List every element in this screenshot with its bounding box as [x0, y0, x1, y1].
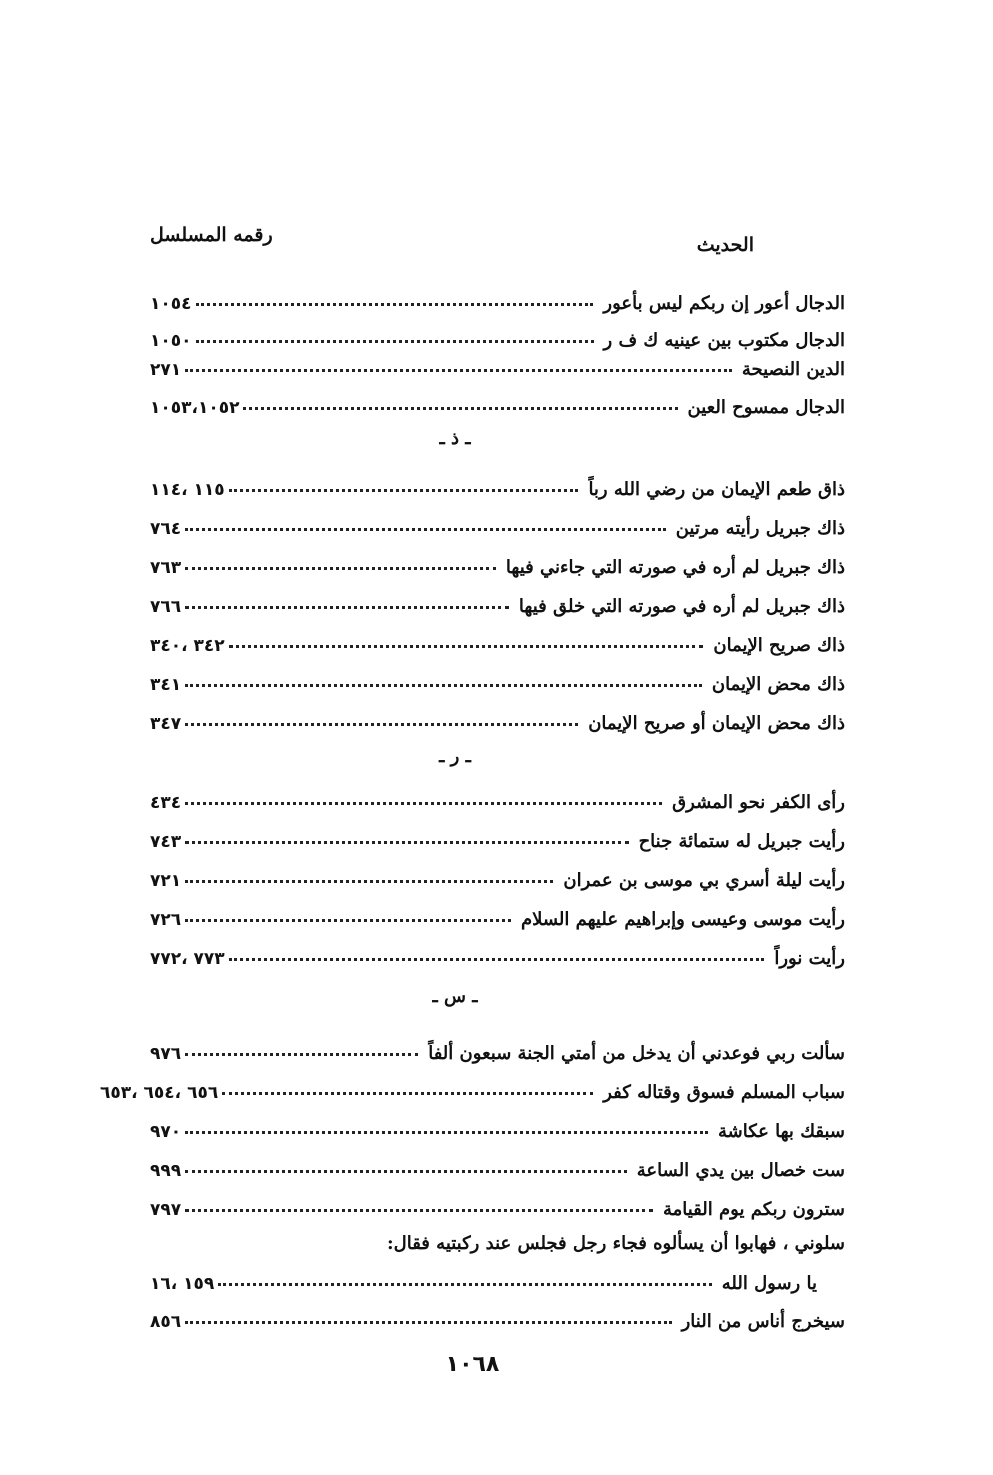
index-entry	[150, 1147, 845, 1181]
index-entry	[150, 1108, 845, 1142]
dot-leader	[196, 303, 594, 306]
entry-text: رأيت جبريل له ستمائة جناح	[638, 831, 845, 852]
index-entry	[150, 346, 845, 380]
entry-ref: ٣٤٧	[150, 714, 182, 734]
dot-leader	[185, 880, 553, 883]
entry-text: ذاك محض الإيمان	[711, 674, 845, 695]
entry-ref: ٤٣٤	[150, 793, 182, 813]
dot-leader	[196, 340, 594, 343]
entry-text: رأى الكفر نحو المشرق	[672, 792, 845, 813]
entry-ref: ٦٥٦ ،٦٥٤ ،٦٥٣	[100, 1083, 219, 1103]
entry-text: ست خصال بين يدي الساعة	[636, 1160, 845, 1181]
entry-text: رأيت موسى وعيسى وإبراهيم عليهم السلام	[520, 909, 845, 930]
index-entry	[100, 1069, 845, 1103]
index-entry	[150, 384, 845, 418]
section-heading-sin: ـ س ـ	[432, 986, 478, 1007]
entry-ref: ٧٦٤	[150, 519, 182, 539]
dot-leader	[222, 1092, 593, 1095]
entry-text: سترون ربكم يوم القيامة	[662, 1199, 845, 1220]
entry-ref: ١٠٥٤	[150, 294, 192, 314]
entry-ref: ٧٤٣	[150, 832, 182, 852]
index-entry	[150, 661, 845, 695]
entry-text: سبقك بها عكاشة	[717, 1121, 845, 1142]
index-entry	[150, 505, 845, 539]
entry-ref: ٧٢٦	[150, 910, 182, 930]
entry-ref: ٣٤٢ ،٣٤٠	[150, 636, 225, 656]
column-header-number: رقمه المسلسل	[150, 224, 273, 246]
entry-ref: ٧٢١	[150, 871, 182, 891]
dot-leader	[185, 841, 628, 844]
dot-leader	[185, 684, 702, 687]
entry-text: رأيت نوراً	[774, 948, 845, 969]
entry-ref: ٧٩٧	[150, 1200, 182, 1220]
section-heading-dhal: ـ ذ ـ	[439, 428, 471, 449]
entry-text: سيخرج أناس من النار	[681, 1311, 845, 1332]
index-entry	[150, 896, 845, 930]
entry-text: ذاك محض الإيمان أو صريح الإيمان	[588, 713, 845, 734]
entry-ref: ٩٩٩	[150, 1161, 182, 1181]
dot-leader	[218, 1283, 711, 1286]
dot-leader	[185, 528, 666, 531]
index-entry	[150, 700, 845, 734]
entry-text: سألت ربي فوعدني أن يدخل من أمتي الجنة سبعون ألفاً	[428, 1043, 845, 1064]
dot-leader	[185, 802, 662, 805]
dot-leader	[229, 645, 704, 648]
entry-ref: ٩٧٠	[150, 1122, 182, 1142]
dot-leader	[185, 723, 578, 726]
dot-leader	[229, 958, 765, 961]
entry-text: الدين النصيحة	[741, 359, 845, 380]
page-number: ١٠٦٨	[445, 1352, 500, 1377]
index-entry	[150, 1260, 845, 1294]
entry-text: ذاك صريح الإيمان	[713, 635, 845, 656]
entry-text: ذاق طعم الإيمان من رضي الله رباً	[588, 479, 845, 500]
entry-ref: ٢٧١	[150, 360, 182, 380]
entry-ref: ٩٧٦	[150, 1044, 182, 1064]
entry-ref: ٣٤١	[150, 675, 182, 695]
section-heading-ra: ـ ر ـ	[439, 746, 471, 767]
entry-ref: ٧٧٣ ،٧٧٢	[150, 949, 225, 969]
index-entry	[150, 1186, 845, 1220]
entry-text: ذاك جبريل رأيته مرتين	[675, 518, 845, 539]
entry-ref: ١٠٥٣،١٠٥٢	[150, 398, 240, 418]
index-entry	[150, 1030, 845, 1064]
entry-text: ذاك جبريل لم أره في صورته التي خلق فيها	[518, 596, 845, 617]
entry-ref: ١٥٩ ،١٦	[150, 1274, 215, 1294]
entry-text: الدجال ممسوح العين	[687, 397, 845, 418]
dot-leader	[185, 567, 496, 570]
index-entry	[150, 544, 845, 578]
entry-ref: ٧٦٣	[150, 558, 182, 578]
dot-leader	[229, 489, 579, 492]
dot-leader	[185, 1209, 653, 1212]
entry-text: الدجال أعور إن ربكم ليس بأعور	[603, 293, 845, 314]
dot-leader	[185, 1131, 708, 1134]
column-header-hadith: الحديث	[696, 234, 754, 256]
index-entry	[150, 857, 845, 891]
index-entry	[150, 818, 845, 852]
dot-leader	[185, 369, 732, 372]
dot-leader	[185, 919, 511, 922]
index-entry	[150, 280, 845, 314]
entry-ref: ٨٥٦	[150, 1312, 182, 1332]
index-entry	[150, 622, 845, 656]
entry-ref: ٧٦٦	[150, 597, 182, 617]
index-entry	[150, 583, 845, 617]
entry-ref: ١١٥ ،١١٤	[150, 480, 225, 500]
dot-leader	[185, 1170, 627, 1173]
index-entry	[150, 1298, 845, 1332]
index-entry	[150, 779, 845, 813]
entry-text: ذاك جبريل لم أره في صورته التي جاءني فيها	[505, 557, 845, 578]
entry-text: الدجال مكتوب بين عينيه ك ف ر	[603, 330, 845, 351]
dot-leader	[185, 1321, 671, 1324]
entry-text: يا رسول الله	[721, 1273, 817, 1294]
entry-text: سباب المسلم فسوق وقتاله كفر	[603, 1082, 845, 1103]
dot-leader	[185, 606, 509, 609]
entry-ref: ١٠٥٠	[150, 331, 192, 351]
index-entry	[150, 466, 845, 500]
dot-leader	[243, 407, 677, 410]
entry-text: رأيت ليلة أسري بي موسى بن عمران	[563, 870, 845, 891]
dot-leader	[185, 1053, 418, 1056]
index-entry	[150, 1220, 845, 1254]
index-entry	[150, 935, 845, 969]
entry-text: سلوني ، فهابوا أن يسألوه فجاء رجل فجلس عند ركبتيه فقال:	[386, 1233, 845, 1254]
